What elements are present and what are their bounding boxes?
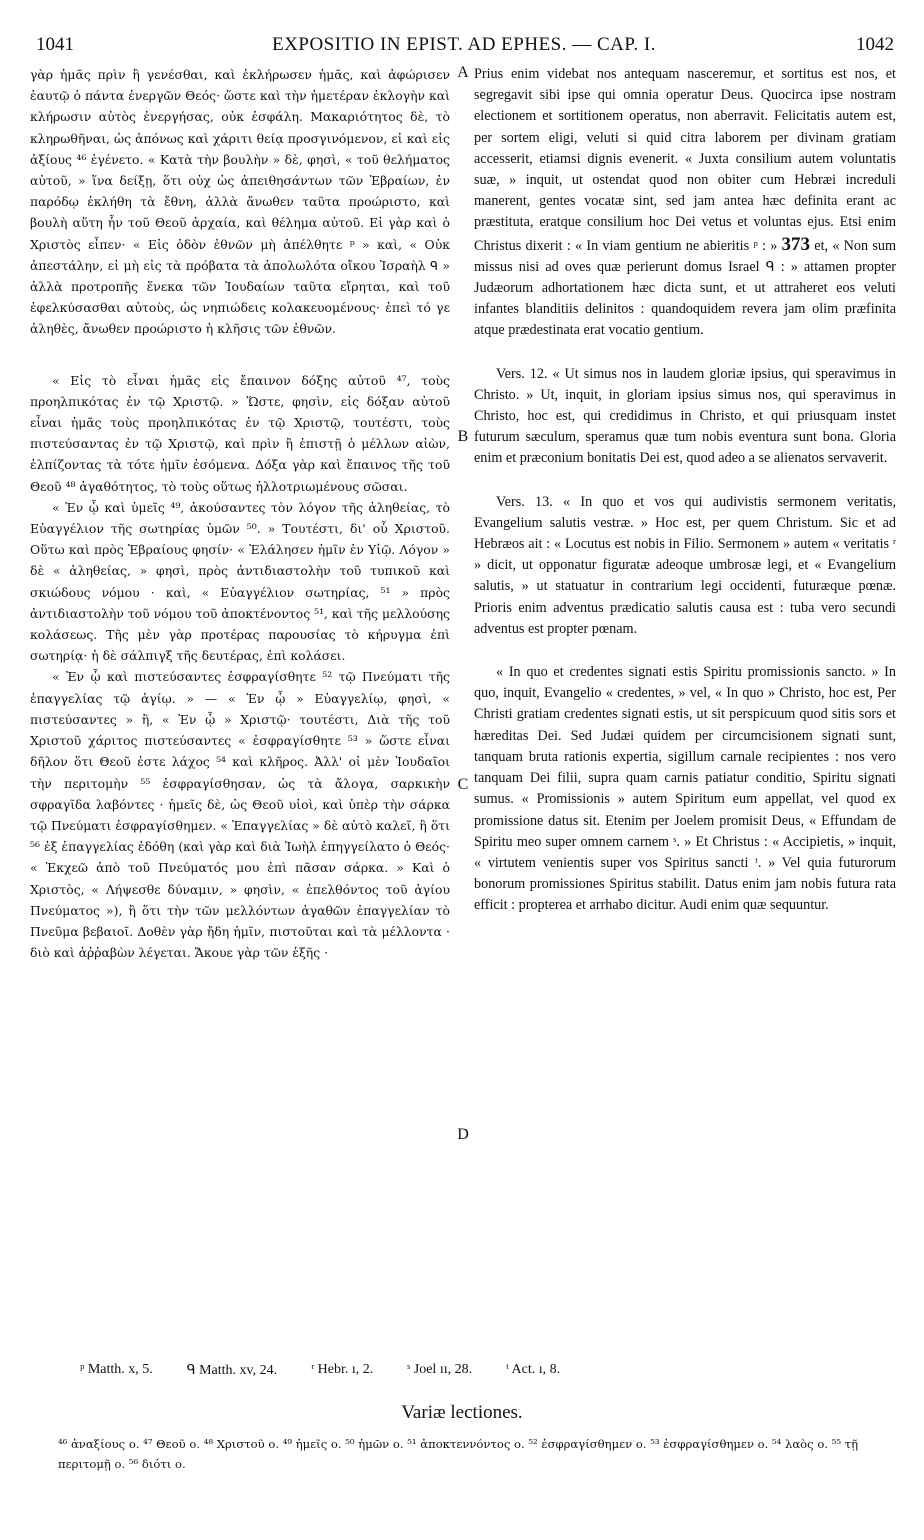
footnote-p: ᵖ Matth. x, 5.	[80, 1362, 153, 1377]
footnote-r: ʳ Hebr. ı, 2.	[311, 1362, 374, 1377]
section-marker-b: B	[457, 428, 469, 445]
latin-column	[474, 64, 896, 917]
footnotes	[80, 1362, 894, 1379]
latin-paragraph-verse-12: Vers. 12. « Ut simus nos in laudem gloriæ ipsius, qui speravimus in Christo. » Ut, inquit, in gloriam ipsius simus nos, qui speravimus in Christo, hoc est, qui credidimus in Christo, et qui priusquam instet futurum sæculum, speramus quæ tum nobis eventura sunt bona. Gloria enim et præconium bonitatis Dei est, quod adeo a se alienatos servaverit.	[474, 365, 896, 467]
footnote-q: ᑫ Matth. xv, 24.	[186, 1363, 278, 1378]
latin-paragraph-verse-13: Vers. 13. « In quo et vos qui audivistis sermonem veritatis, Evangelium salutis vestræ. » Hoc est, per quem Christum. Sic et ad Hebræos ait : « Locutus est nobis in Filio. Sermonem » autem « veritatis ʳ » dicit, ut opponatur figuratæ adeoque umbrosæ legi, et « Evangelium salutis, » ut statuatur in contrarium legi occidenti, futuræque pœnæ. Prioris enim adventus prædicatio salutis causa est : tuba vero secundi adventus est propter pœnam.	[474, 493, 896, 637]
column-page-mark: 373	[781, 233, 811, 255]
latin-paragraph-4: « In quo et credentes signati estis Spiritu promissionis sancto. » In quo, inquit, Evangelio « credentes, » vel, « In quo » Christo, hoc est, Per Christi gratiam credentes signati estis, ut sit perspicuum quod sitis sors et hæreditas Dei. Sed Judæi quidem per circumcisionem signati sunt, tanquam bruta rationis expertia, sigillum carnale recipientes : nos vero tanquam Dei filii, supra quam carnis patiatur conditio, Spiritu signati sumus. « Promissionis » autem Spiritum eum appellat, vel quod ex promissione datus sit. Etenim per Joelem promisit Deus, « Effundam de Spiritu meo super omnem carnem ˢ. » Et Christus : « Accipietis, » inquit, « virtutem venientis super vos Spiritus sancti ᵗ. » Vel quia futurorum bonorum promissiones Spiritus stabilit. Datus enim jam nobis futura rata efficit : propterea et arrhabo dicitur. Audi enim quæ sequuntur.	[474, 664, 896, 914]
greek-paragraph-4: « Ἐν ᾧ καὶ πιστεύσαντες ἐσφραγίσθητε ⁵² τῷ Πνεύματι τῆς ἐπαγγελίας τῷ ἁγίῳ. » — « Ἐν ᾧ » Εὐαγγελίῳ, φησὶ, « πιστεύσαντες » ἢ, « Ἐν ᾧ » Χριστῷ· τουτέστι, Διὰ τῆς τοῦ Χριστοῦ χάριτος πιστεύσαντες « ἐσφραγίσθητε ⁵³ » ὥστε εἶναι δῆλον ὅτι Θεοῦ ἐστε λάχος ⁵⁴ καὶ κλῆρος. Ἀλλ' οἱ μὲν Ἰουδαῖοι τὴν περιτομὴν ⁵⁵ ἐσφραγίσθησαν, ὡς τὰ ἄλογα, σαρκικὴν σφραγῖδα λαβόντες · ἡμεῖς δὲ, ὡς Θεοῦ υἱοὶ, καὶ ὑπὲρ τὴν σάρκα τῷ Πνεύματι ἐσφραγίσθημεν. « Ἐπαγγελίας » δὲ αὐτὸ καλεῖ, ἢ ὅτι ⁵⁶ ἐξ ἐπαγγελίας ἐδόθη (καὶ γὰρ καὶ διὰ Ἰωὴλ ἐπηγγείλατο ὁ Θεός· « Ἐκχεῶ ἀπὸ τοῦ Πνεύματός μου ἐπὶ πᾶσαν σάρκα. » Καὶ ὁ Χριστὸς, « Λήψεσθε δύναμιν, » φησὶν, « ἐπελθόντος τοῦ ἁγίου Πνεύματος »), ἢ ὅτι τὴν τῶν μελλόντων ἀγαθῶν ἐπαγγελίαν τὸ Πνεῦμα βεβαιοῖ. Δοθὲν γὰρ ἤδη ἡμῖν, πιστοῦται καὶ τὰ μέλλοντα · διὸ καὶ ἀῤῥαβὼν λέγεται. Ἄκουε γὰρ τῶν ἑξῆς ·	[30, 669, 450, 961]
latin-paragraph-1-start: Prius enim videbat nos antequam nasceremur, et sortitus est nos, et segregavit sibi ipse qui omnia operatur Deus. Quocirca ipse nostram electionem et sortitionem operatus, non aberravit. Felicitatis autem est, per sortem eligi, veluti si quid citra laborem per divinam gratiam accesserit, etiamsi dignis evenerit. « Juxta consilium autem voluntatis suæ, » inquit, ut ostendat quod non obiter cum Hebræi increduli manerent, gentes vocatæ sint, sed jam antea hæc definita erant ac præstituta, eratque consilium hoc Dei vetus et voluntas ejus. Etsi enim Christus dixerit : « In viam gentium ne abieritis ᵖ : »	[474, 66, 896, 254]
greek-paragraph-2: « Εἰς τὸ εἶναι ἡμᾶς εἰς ἔπαινον δόξης αὐτοῦ ⁴⁷, τοὺς προηλπικότας ἐν τῷ Χριστῷ. » Ὥστε, φησὶν, εἰς δόξαν αὐτοῦ εἶναι ἡμᾶς τοὺς προηλπικότας ἐν τῷ Χριστῷ, τουτέστι, τοὺς πιστεύσαντας ἐν τῷ Χριστῷ, καὶ πρὶν ἢ ἐπιστῇ ὁ μέλλων αἰὼν, ἐλπίζοντας τὰ τότε ἡμῖν ἐσόμενα. Δόξα γὰρ καὶ ἔπαινος τῆς τοῦ Θεοῦ ⁴⁸ ἀγαθότητος, τὸ τοὺς οὕτως ἠλλοτριωμένους σῶσαι.	[30, 372, 450, 494]
footnote-s: ˢ Joel ıı, 28.	[407, 1362, 473, 1377]
variae-lectiones-title: Variæ lectiones.	[401, 1402, 523, 1423]
greek-paragraph-1: γὰρ ἡμᾶς πρὶν ἢ γενέσθαι, καὶ ἐκλήρωσεν ἡμᾶς, καὶ ἀφώρισεν ἑαυτῷ ὁ πάντα ἐνεργῶν Θεός· ὥστε καὶ τὴν ἡμετέραν ἐκλογὴν καὶ κλήρωσιν αὐτὸς ἐνεργήσας, οὐκ ἐσφάλη. Μακαριότητος δὲ, τὸ κληρωθῆναι, ὡς ἀπόνως καὶ χάριτι θείᾳ προσγινόμενον, εἰ καὶ εἰς ἀξίους ⁴⁶ ἐγένετο. « Κατὰ τὴν βουλὴν » δὲ, φησὶ, « τοῦ θελήματος αὐτοῦ, » ἵνα δείξῃ, ὅτι οὐχ ὡς ἀπειθησάντων τῶν Ἑβραίων, ἐν παρόδῳ ἐκλήθη τὰ ἔθνη, ἀλλὰ ἄνωθεν ταῦτα προώριστο, καὶ βουλὴ αὕτη ἦν τοῦ Θεοῦ ἀρχαία, καὶ θέλημα αὐτοῦ. Εἰ γὰρ καὶ ὁ Χριστὸς εἶπεν· « Εἰς ὁδὸν ἐθνῶν μὴ ἀπέλθητε ᵖ » καὶ, « Οὐκ ἀπεστάλην, εἰ μὴ εἰς τὰ πρόβατα τὰ ἀπολωλότα οἴκου Ἰσραὴλ ᑫ » ἀλλὰ προτροπῆς ἕνεκα τῶν Ἰουδαίων ταῦτα εἴρηται, καὶ τοῦ ἐφελκύσασθαι αὐτοὺς, ὡς νηπιώδεις κολακευομένους· ἐπεὶ τό γε ἀληθὲς, ἄνωθεν προώριστο ἡ κλῆσις τῶν ἐθνῶν.	[30, 67, 450, 337]
latin-paragraph-1-end: et, « Non sum missus nisi ad oves quæ perierunt domus Israel ᑫ : » attamen propter Judæorum adhortationem hæc dicta sunt, et ut attraheret eos veluti infantes blanditiis delinitos : quandoquidem revera jam olim præfinita atque prædestinata erat vocatio gentium.	[474, 237, 896, 339]
section-marker-c: C	[457, 776, 469, 793]
page-header	[30, 34, 898, 58]
page-number-right: 1042	[856, 34, 894, 55]
section-marker-a: A	[457, 64, 469, 81]
variae-lectiones: ⁴⁶ ἀναξίους ο. ⁴⁷ Θεοῦ ο. ⁴⁸ Χριστοῦ ο. ⁴⁹ ἡμεῖς ο. ⁵⁰ ἡμῶν ο. ⁵¹ ἀποκτεννόντος ο. ⁵² ἐσφραγίσθημεν ο. ⁵³ ἐσφραγίσθημεν ο. ⁵⁴ λαὸς ο. ⁵⁵ τῇ περιτομῇ ο. ⁵⁶ διότι ο.	[58, 1437, 859, 1471]
greek-column	[30, 64, 450, 963]
running-title: EXPOSITIO IN EPIST. AD EPHES. — CAP. I.	[272, 34, 656, 55]
greek-paragraph-3: « Ἐν ᾧ καὶ ὑμεῖς ⁴⁹, ἀκούσαντες τὸν λόγον τῆς ἀληθείας, τὸ Εὐαγγέλιον τῆς σωτηρίας ὑμῶν ⁵⁰. » Τουτέστι, δι' οὗ Χριστοῦ. Οὕτω καὶ πρὸς Ἑβραίους φησίν· « Ἐλάλησεν ἡμῖν ἐν Υἱῷ. Λόγον » δὲ « ἀληθείας, » φησὶ, πρὸς ἀντιδιαστολὴν τοῦ τυπικοῦ καὶ σκιώδους νόμου · καὶ, « Εὐαγγέλιον σωτηρίας, ⁵¹ » πρὸς ἀντιδιαστολὴν τοῦ νόμου τοῦ ἀποκτένοντος ⁵¹, καὶ τῆς μελλούσης κολάσεως. Τῆς μὲν γὰρ προτέρας παρουσίας τὸ κήρυγμα ἐπὶ σωτηρίᾳ· ἡ δὲ σάλπιγξ τῆς δευτέρας, ἐπὶ κολάσει.	[30, 499, 450, 664]
page-number-left: 1041	[36, 34, 74, 55]
latin-paragraph-1	[474, 64, 896, 342]
footnote-t: ᵗ Act. ı, 8.	[506, 1362, 561, 1377]
section-marker-d: D	[457, 1126, 469, 1143]
